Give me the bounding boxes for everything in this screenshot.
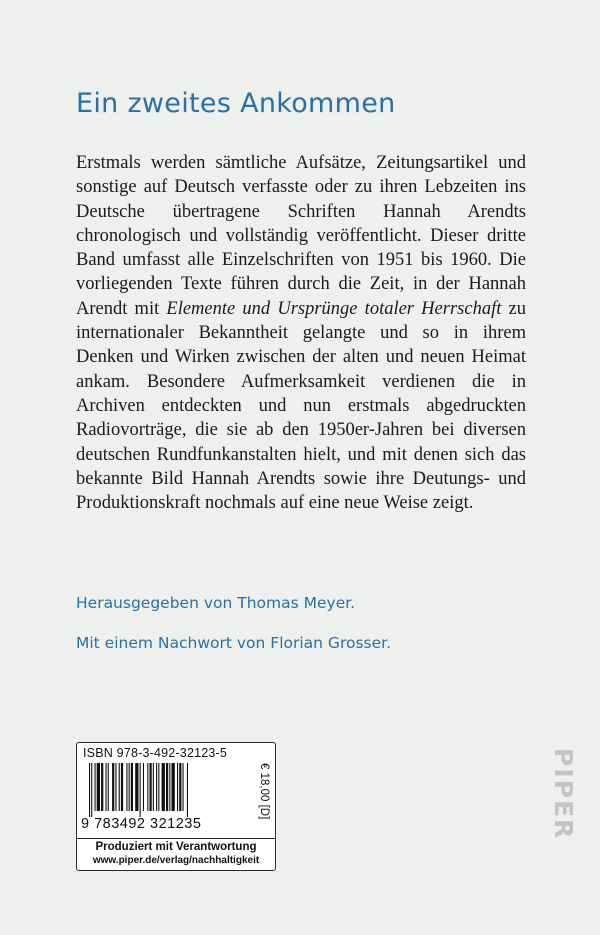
publisher-logo: PIPER — [549, 748, 578, 841]
barcode-bar — [126, 763, 127, 811]
blurb-book-title: Elemente und Ursprünge totaler Herrschaft — [166, 298, 502, 319]
barcode-bar — [131, 763, 133, 811]
barcode-divider — [77, 838, 275, 839]
book-title: Ein zweites Ankommen — [76, 88, 396, 119]
barcode-bar — [97, 763, 100, 811]
barcode-bar — [108, 763, 109, 811]
afterword-credit: Mit einem Nachwort von Florian Grosser. — [76, 634, 392, 652]
barcode-bar — [129, 763, 130, 811]
barcode-bar — [119, 763, 120, 811]
barcode-digits: 9 783492 321235 — [81, 816, 202, 832]
blurb-part-1: Erstmals werden sämtliche Aufsätze, Zeitungsartikel und sonstige auf Deutsch verfasste oder zu ihren Lebzeiten ins Deutsche übertragene Schriften Hannah Arendts chronologisch und vollständig veröffentlicht. Dieser dritte Band umfasst alle Einzelschriften von 1951 bis 1960. Die vorliegenden Texte führen durch die Zeit, in der Hannah Arendt mit — [76, 153, 526, 319]
barcode-bar — [106, 763, 107, 811]
barcode-bar — [172, 763, 175, 811]
barcode-bar — [169, 763, 170, 811]
isbn-number: ISBN 978-3-492-32123-5 — [83, 746, 228, 760]
sustainability-url: www.piper.de/verlag/nachhaltigkeit — [92, 855, 260, 866]
barcode-bar — [95, 763, 96, 811]
barcode-box — [76, 742, 276, 871]
barcode-bar — [101, 763, 103, 811]
barcode-bar — [179, 763, 181, 811]
barcode-bar — [153, 763, 154, 811]
barcode-bar — [112, 763, 114, 811]
barcode-bar — [162, 763, 165, 811]
barcode-bar — [177, 763, 178, 811]
barcode-bar — [140, 763, 141, 817]
barcode-bar — [158, 763, 159, 811]
price-label: € 18,00 [D] — [258, 763, 270, 820]
barcode-bar — [115, 763, 116, 811]
produced-label: Produziert mit Verantwortung — [95, 841, 257, 853]
barcode-bar — [135, 763, 138, 811]
barcode-bar — [89, 763, 90, 817]
barcode-bar — [156, 763, 157, 811]
barcode-bar — [150, 763, 152, 811]
barcode-bar — [147, 763, 148, 811]
barcode-bar — [187, 763, 188, 817]
blurb-text — [76, 151, 526, 515]
barcode-bars — [85, 763, 245, 817]
editor-credit: Herausgegeben von Thomas Meyer. — [76, 594, 356, 612]
barcode-bar — [143, 763, 144, 811]
blurb-part-2: zu internationaler Bekanntheit gelangte und so in ihrem Denken und Wirken zwischen der alten und neuen Heimat ankam. Besondere Aufmerksamkeit verdienen die in Archiven entdeckten und nun erstmals abgedruckten Radiovorträge, die sie ab den 1950er-Jahren bei diversen deutschen Rundfunkanstalten hielt, und mit denen sich das bekannte Bild Hannah Arendts sowie ihre Deutungs- und Produktionskraft nochmals auf eine neue Weise zeigt. — [76, 298, 526, 514]
barcode-bar — [166, 763, 168, 811]
barcode-bar — [91, 763, 92, 817]
barcode-bar — [183, 763, 184, 811]
barcode-bar — [121, 763, 123, 811]
